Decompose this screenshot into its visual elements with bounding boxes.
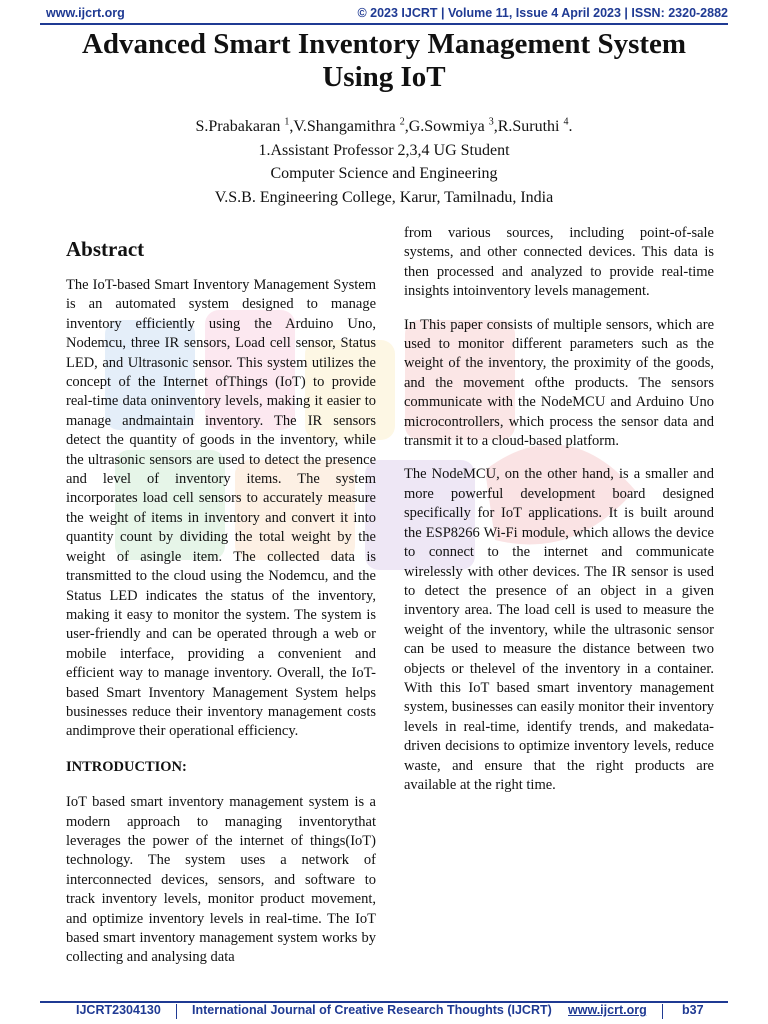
abstract-text: The IoT-based Smart Inventory Management System is an automated system designed to manage inventory efficiently using the Arduino Uno, Nodemcu, three IR sensors, Load cell sensor, Status LED, and Ultrasonic sensor. This system utilizes the concept of the Internet ofThings (IoT) to provide real-time data oninventory levels, making it easier to manage andmaintain inventory. The IR sensors detect the quantity of goods in the inventory, while the ultrasonic sensors are used to detect the presence and level of inventory items. The system incorporates load cell sensors to accurately measure the weight of items in inventory and convert it into quantity count by dividing the total weight by the weight of asingle item. The collected data is transmitted to the cloud using the Nodemcu, and the Status LED indicates the status of the inventory, making it easy to monitor the system. The system is user-friendly and can be operated through a web or mobile interface, providing a convenient and efficient way to manage inventory. Overall, the IoT-based Smart Inventory Management System helps businesses reduce their inventory management costs andimprove their operational efficiency. [66, 277, 376, 740]
footer [40, 1003, 728, 1019]
author-names [40, 115, 728, 139]
right-paragraph-2: In This paper consists of multiple sensors, which are used to monitor different parameters such as the weight of the inventory, the proximity of the goods, and the movement ofthe products. The sensors communicate with the NodeMCU and Arduino Uno microcontrollers, which process the sensor data and transmit it to a cloud-based platform. [404, 316, 714, 450]
author-4-sup: 4 [563, 116, 569, 128]
right-column [404, 224, 714, 795]
author-3: ,G.Sowmiya [404, 118, 485, 135]
paper-title [40, 28, 728, 94]
paper-title-line1: Advanced Smart Inventory Management System [81, 28, 687, 60]
footer-url[interactable]: www.ijcrt.org [568, 1003, 647, 1017]
affiliation-roles: 1.Assistant Professor 2,3,4 UG Student [258, 141, 510, 159]
introduction-heading: INTRODUCTION: [66, 758, 187, 775]
affiliation-college: V.S.B. Engineering College, Karur, Tamilnadu, India [214, 188, 554, 206]
footer-url-link[interactable] [568, 1003, 647, 1017]
right-paragraph-3: The NodeMCU, on the other hand, is a smaller and more powerful development board designed specifically for IoT applications. It is built around the ESP8266 Wi-Fi module, which allows the device to connect to the internet and communicate wirelessly with other devices. The IR sensor is used to detect the presence of an object in a given inventory area. The load cell is used to measure the weight of the inventory, while the ultrasonic sensor can be used to measure the distance between two objects or thelevel of the inventory in a container. With this IoT based smart inventory management system, businesses can easily monitor their inventory levels in real-time, identify trends, and makedata-driven decisions to optimize inventory levels, reduce waste, and ensure that the right products are available at the right time. [404, 466, 714, 793]
author-1-sup: 1 [284, 116, 290, 128]
left-column [66, 236, 376, 968]
author-3-sup: 3 [488, 116, 494, 128]
header-divider [40, 23, 728, 25]
paper-title-line2: Using IoT [322, 61, 446, 93]
abstract-heading: Abstract [66, 237, 145, 261]
footer-page-number: b37 [682, 1003, 704, 1017]
header-citation: © 2023 IJCRT | Volume 11, Issue 4 April 2023 | ISSN: 2320-2882 [357, 6, 728, 20]
footer-paper-id: IJCRT2304130 [76, 1003, 161, 1017]
author-2: ,V.Shangamithra [289, 118, 396, 135]
footer-separator [176, 1004, 177, 1019]
author-end: . [568, 118, 573, 135]
footer-journal: International Journal of Creative Research Thoughts (IJCRT) [192, 1003, 552, 1017]
author-4: ,R.Suruthi [493, 118, 560, 135]
right-paragraph-1: from various sources, including point-of-sale systems, and other connected devices. This data is then processed and analyzed to provide real-time insights intoinventory levels management. [404, 225, 714, 300]
author-block [40, 115, 728, 209]
header-site-link[interactable]: www.ijcrt.org [46, 6, 125, 20]
footer-separator [662, 1004, 663, 1019]
affiliation-department: Computer Science and Engineering [270, 165, 498, 182]
author-2-sup: 2 [399, 116, 405, 128]
introduction-text: IoT based smart inventory management system is a modern approach to managing inventorythat leverages the power of the internet of things(IoT) technology. The system uses a network of interconnected devices, sensors, and software to track inventory levels, monitor product movement, and optimize inventory levels in real-time. The IoT based smart inventory management system works by collecting and analysing data [66, 794, 376, 966]
author-1: S.Prabakaran [195, 118, 281, 135]
